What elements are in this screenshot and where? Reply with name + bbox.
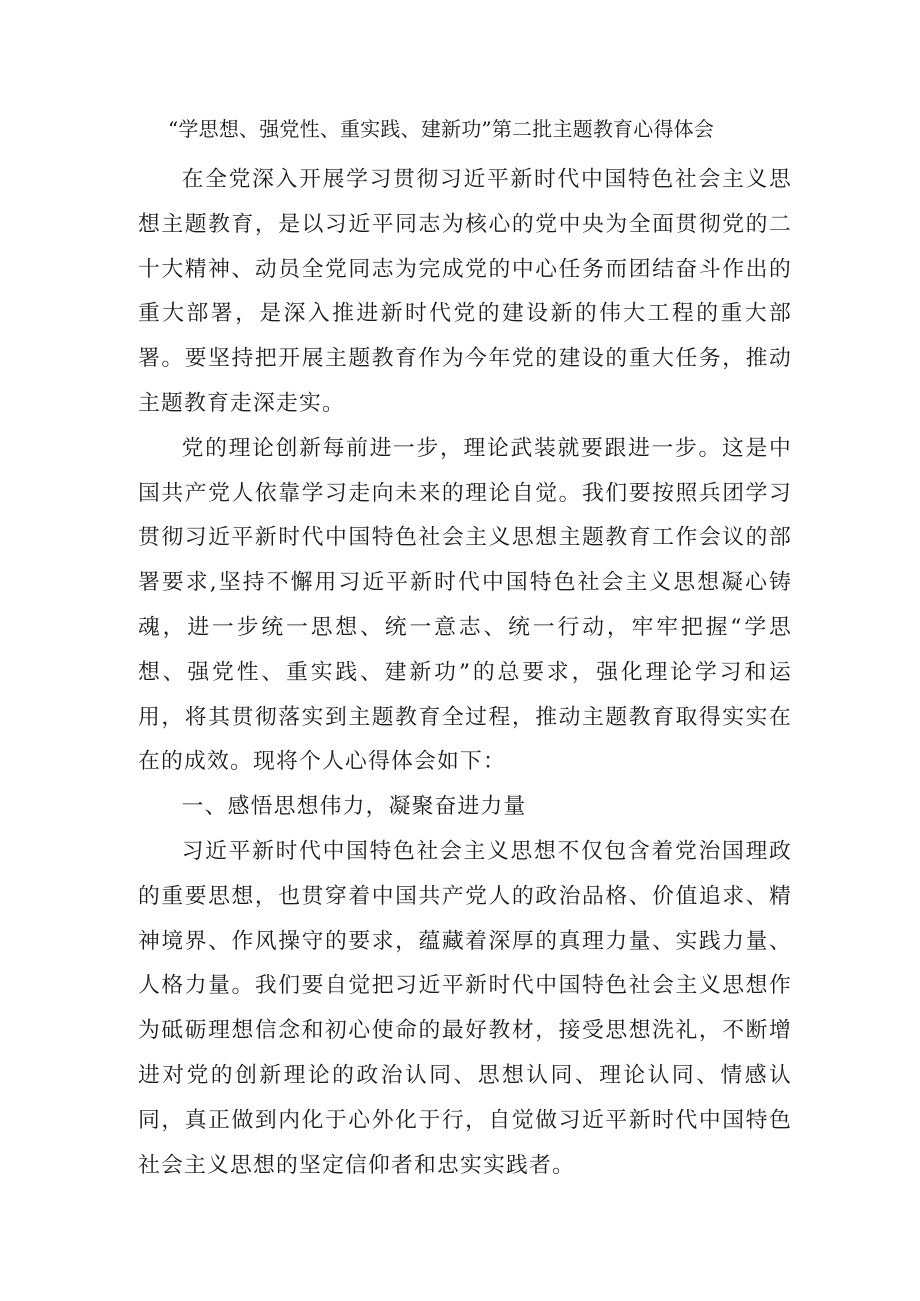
paragraph-theory: 党的理论创新每前进一步，理论武装就要跟进一步。这是中国共产党人依靠学习走向未来的理论自觉。我们要按照兵团学习贯彻习近平新时代中国特色社会主义思想主题教育工作会议的部署要求,坚持不懈用习近平新时代中国特色社会主义思想凝心铸魂，进一步统一思想、统一意志、统一行动，牢牢把握“学思想、强党性、重实践、建新功”的总要求，强化理论学习和运用，将其贯彻落实到主题教育全过程，推动主题教育取得实实在在的成效。现将个人心得体会如下： xyxy=(138,435,792,775)
section-heading: 一、感悟思想伟力，凝聚奋进力量 xyxy=(181,794,527,820)
document-title: “学思想、强党性、重实践、建新功”第二批主题教育心得体会 xyxy=(168,117,715,141)
document-body xyxy=(138,158,792,1188)
paragraph-intro: 在全党深入开展学习贯彻习近平新时代中国特色社会主义思想主题教育，是以习近平同志为核心的党中央为全面贯彻党的二十大精神、动员全党同志为完成党的中心任务而团结奋斗作出的重大部署，是深入推进新时代党的建设新的伟大工程的重大部署。要坚持把开展主题教育作为今年党的建设的重大任务，推动主题教育走深走实。 xyxy=(138,167,792,416)
paragraph-section-one: 习近平新时代中国特色社会主义思想不仅包含着党治国理政的重要思想，也贯穿着中国共产党人的政治品格、价值追求、精神境界、作风操守的要求，蕴藏着深厚的真理力量、实践力量、人格力量。我们要自觉把习近平新时代中国特色社会主义思想作为砥砺理想信念和初心使命的最好教材，接受思想洗礼，不断增进对党的创新理论的政治认同、思想认同、理论认同、情感认同，真正做到内化于心外化于行，自觉做习近平新时代中国特色社会主义思想的坚定信仰者和忠实实践者。 xyxy=(138,838,792,1178)
